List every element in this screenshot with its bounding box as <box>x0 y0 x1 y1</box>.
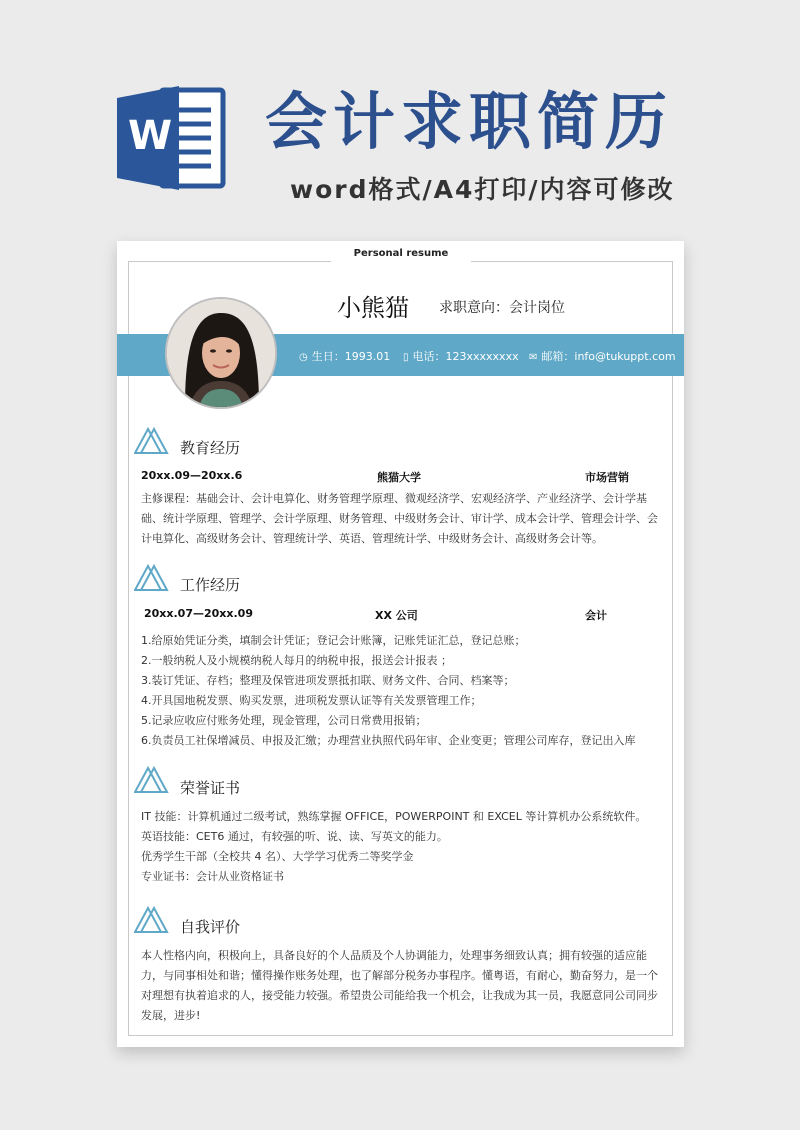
work-role: 会计 <box>585 609 607 622</box>
mail-icon: ✉ <box>529 352 538 363</box>
contact-email: ✉ 邮箱：info@tukuppt.com <box>529 350 676 363</box>
education-school: 熊猫大学 <box>377 471 421 484</box>
word-icon-letter: W <box>128 113 173 159</box>
promo-header <box>0 0 800 240</box>
personal-resume-label: Personal resume <box>353 248 449 259</box>
triangle-icon <box>134 426 170 456</box>
section-title-self: 自我评价 <box>180 918 241 936</box>
work-item: 6.负责员工社保增减员、申报及汇缴；办理营业执照代码年审、企业变更；管理公司库存，登记出入库 <box>141 734 636 747</box>
self-evaluation-text: 本人性格内向，积极向上，具备良好的个人品质及个人协调能力，处理事务细致认真；拥有较强的适应能力，与同事相处和谐；懂得操作账务处理，也了解部分税务办事程序。懂粤语，有耐心，勤奋努力，是一个对理想有执着追求的人，接受能力较强。希望贵公司能给我一个机会，让我成为其一员，我愿意同公司同步发展，进步! <box>141 949 658 1022</box>
triangle-icon <box>134 563 170 593</box>
contact-birth: ◷ 生日：1993.01 <box>299 350 391 363</box>
work-period: 20xx.07—20xx.09 <box>144 607 253 620</box>
work-item: 2.一般纳税人及小规模纳税人每月的纳税申报，报送会计报表 ； <box>141 654 452 667</box>
work-item: 3.装订凭证、存档；整理及保管进项发票抵扣联、财务文件、合同、档案等； <box>141 674 515 687</box>
honor-item: 英语技能：CET6 通过，有较强的听、说、读、写英文的能力。 <box>141 830 448 843</box>
triangle-icon <box>134 765 170 795</box>
triangle-icon <box>134 905 170 935</box>
resume-page <box>117 241 684 1047</box>
job-intent: 求职意向：会计岗位 <box>439 300 565 316</box>
work-item: 5.记录应收应付账务处理，现金管理，公司日常费用报销； <box>141 714 427 727</box>
candidate-name: 小熊猫 <box>337 294 409 322</box>
work-item: 4.开具国地税发票、购买发票，进项税发票认证等有关发票管理工作； <box>141 694 482 707</box>
work-item: 1.给原始凭证分类，填制会计凭证；登记会计账簿，记账凭证汇总，登记总账； <box>141 634 526 647</box>
section-title-work: 工作经历 <box>180 576 241 594</box>
education-period: 20xx.09—20xx.6 <box>141 469 243 482</box>
avatar <box>165 297 277 409</box>
honor-item: 专业证书：会计从业资格证书 <box>141 870 284 883</box>
contact-phone: ▯ 电话：123xxxxxxxx <box>403 350 519 363</box>
education-major: 市场营销 <box>585 471 629 484</box>
honor-item: IT 技能：计算机通过二级考试，熟练掌握 OFFICE，POWERPOINT 和 EXCEL 等计算机办公系统软件。 <box>141 810 647 823</box>
section-title-education: 教育经历 <box>180 439 241 457</box>
education-courses: 主修课程：基础会计、会计电算化、财务管理学原理、微观经济学、宏观经济学、产业经济学、会计学基础、统计学原理、管理学、会计学原理、财务管理、中级财务会计、审计学、成本会计学、管理会计学、会计电算化、高级财务会计、管理统计学、英语、管理统计学、中级财务会计、高级财务会计等。 <box>141 492 658 545</box>
phone-icon: ▯ <box>403 352 409 363</box>
promo-title: 会计求职简历 <box>265 85 674 158</box>
promo-subtitle: word格式/A4打印/内容可修改 <box>290 175 675 204</box>
section-title-honors: 荣誉证书 <box>180 779 241 797</box>
portrait-image <box>167 299 275 407</box>
clock-icon: ◷ <box>299 352 308 363</box>
honor-item: 优秀学生干部（全校共 4 名）、大学学习优秀二等奖学金 <box>141 850 414 863</box>
work-company: XX 公司 <box>375 609 418 622</box>
